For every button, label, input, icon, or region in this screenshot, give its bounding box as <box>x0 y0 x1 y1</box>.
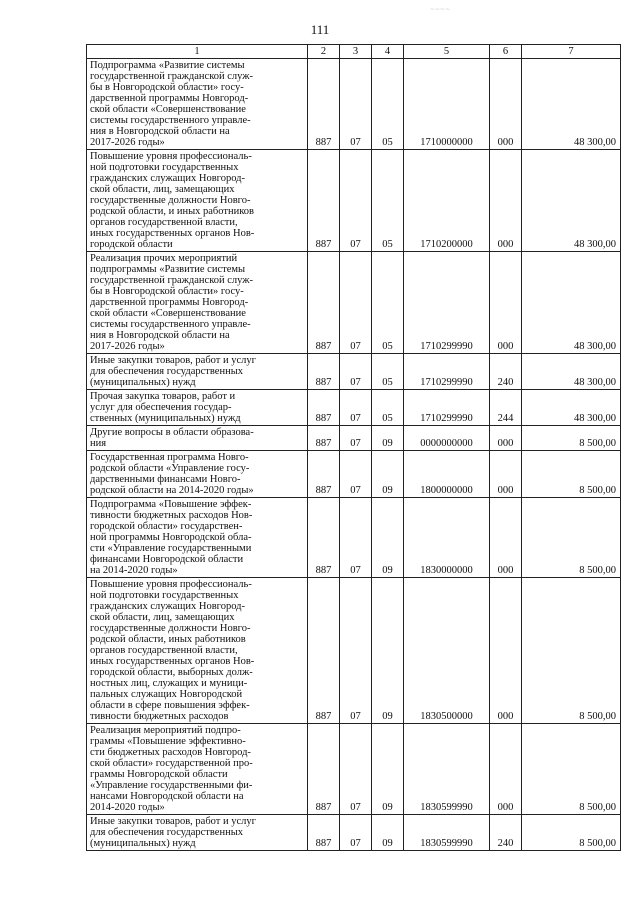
row-section: 07 <box>340 252 372 354</box>
row-target-article: 1710000000 <box>404 59 490 150</box>
faint-stamp: ~~~~ <box>430 6 451 13</box>
row-ministry-code: 887 <box>308 498 340 578</box>
row-name: Подпрограмма «Развитие системы государственной гражданской служ- бы в Новгородской области» госу- дарственной программы Новгород- ской области «Совершенствование системы государственного управле- ния в Новгородской области на 2017-2026 годы» <box>87 59 308 150</box>
row-subsection: 09 <box>372 578 404 724</box>
row-ministry-code: 887 <box>308 252 340 354</box>
row-amount: 48 300,00 <box>522 252 621 354</box>
table-row <box>87 390 621 426</box>
row-target-article: 1710299990 <box>404 354 490 390</box>
row-section: 07 <box>340 815 372 851</box>
row-expense-type: 000 <box>490 578 522 724</box>
header-col-7: 7 <box>522 45 621 59</box>
table-row <box>87 59 621 150</box>
header-col-1: 1 <box>87 45 308 59</box>
row-expense-type: 000 <box>490 451 522 498</box>
row-section: 07 <box>340 426 372 451</box>
header-row <box>87 45 621 59</box>
row-subsection: 09 <box>372 451 404 498</box>
row-subsection: 09 <box>372 498 404 578</box>
row-name: Иные закупки товаров, работ и услуг для обеспечения государственных (муниципальных) нужд <box>87 354 308 390</box>
table-row <box>87 426 621 451</box>
row-subsection: 05 <box>372 150 404 252</box>
row-ministry-code: 887 <box>308 426 340 451</box>
table-row <box>87 724 621 815</box>
table-row <box>87 150 621 252</box>
row-ministry-code: 887 <box>308 815 340 851</box>
page-number: 111 <box>310 22 330 37</box>
row-subsection: 05 <box>372 390 404 426</box>
row-section: 07 <box>340 451 372 498</box>
row-ministry-code: 887 <box>308 354 340 390</box>
row-target-article: 1830500000 <box>404 578 490 724</box>
header-col-5: 5 <box>404 45 490 59</box>
row-target-article: 1830000000 <box>404 498 490 578</box>
row-name: Прочая закупка товаров, работ и услуг для обеспечения государ- ственных (муниципальных) нужд <box>87 390 308 426</box>
row-expense-type: 240 <box>490 815 522 851</box>
row-subsection: 09 <box>372 426 404 451</box>
row-amount: 8 500,00 <box>522 451 621 498</box>
row-expense-type: 000 <box>490 724 522 815</box>
row-name: Иные закупки товаров, работ и услуг для обеспечения государственных (муниципальных) нужд <box>87 815 308 851</box>
row-expense-type: 000 <box>490 150 522 252</box>
row-expense-type: 000 <box>490 498 522 578</box>
row-expense-type: 000 <box>490 426 522 451</box>
row-section: 07 <box>340 354 372 390</box>
row-ministry-code: 887 <box>308 578 340 724</box>
row-ministry-code: 887 <box>308 150 340 252</box>
row-ministry-code: 887 <box>308 451 340 498</box>
table-row <box>87 451 621 498</box>
budget-table <box>86 44 621 851</box>
header-col-6: 6 <box>490 45 522 59</box>
row-ministry-code: 887 <box>308 59 340 150</box>
header-col-2: 2 <box>308 45 340 59</box>
row-target-article: 1710299990 <box>404 390 490 426</box>
row-name: Реализация мероприятий подпро- граммы «Повышение эффективно- сти бюджетных расходов Новгород- ской области» государственной про- граммы Новгородской области «Управление государственными фи- нансами Новгородской области на 2014-2020 годы» <box>87 724 308 815</box>
row-name: Повышение уровня профессиональ- ной подготовки государственных гражданских служащих Новгород- ской области, лиц, замещающих государственные должности Новго- родской области, и иных работников органов государственной власти, иных государственных органов Нов- городской области <box>87 150 308 252</box>
row-section: 07 <box>340 59 372 150</box>
row-target-article: 1830599990 <box>404 815 490 851</box>
row-amount: 8 500,00 <box>522 724 621 815</box>
table-row <box>87 578 621 724</box>
row-amount: 48 300,00 <box>522 59 621 150</box>
table-row <box>87 498 621 578</box>
table-row <box>87 815 621 851</box>
row-section: 07 <box>340 578 372 724</box>
row-subsection: 05 <box>372 354 404 390</box>
row-amount: 48 300,00 <box>522 150 621 252</box>
row-amount: 8 500,00 <box>522 815 621 851</box>
table-row <box>87 252 621 354</box>
row-amount: 8 500,00 <box>522 498 621 578</box>
row-section: 07 <box>340 724 372 815</box>
row-section: 07 <box>340 390 372 426</box>
row-section: 07 <box>340 150 372 252</box>
row-expense-type: 000 <box>490 59 522 150</box>
row-subsection: 05 <box>372 252 404 354</box>
row-name: Реализация прочих мероприятий подпрограммы «Развитие системы государственной гражданской служ- бы в Новгородской области» госу- дарственной программы Новгород- ской области «Совершенствование системы государственного управле- ния в Новгородской области на 2017-2026 годы» <box>87 252 308 354</box>
row-name: Другие вопросы в области образова- ния <box>87 426 308 451</box>
header-col-4: 4 <box>372 45 404 59</box>
row-target-article: 1830599990 <box>404 724 490 815</box>
row-amount: 8 500,00 <box>522 426 621 451</box>
row-expense-type: 244 <box>490 390 522 426</box>
row-target-article: 1710200000 <box>404 150 490 252</box>
row-expense-type: 000 <box>490 252 522 354</box>
row-target-article: 1800000000 <box>404 451 490 498</box>
row-amount: 48 300,00 <box>522 354 621 390</box>
row-name: Подпрограмма «Повышение эффек- тивности бюджетных расходов Нов- городской области» государствен- ной программы Новгородской обла- сти «Управление государственными финансами Новгородской области на 2014-2020 годы» <box>87 498 308 578</box>
header-col-3: 3 <box>340 45 372 59</box>
row-subsection: 05 <box>372 59 404 150</box>
row-name: Государственная программа Новго- родской области «Управление госу- дарственными финансами Новго- родской области на 2014-2020 годы» <box>87 451 308 498</box>
row-subsection: 09 <box>372 815 404 851</box>
row-target-article: 1710299990 <box>404 252 490 354</box>
row-name: Повышение уровня профессиональ- ной подготовки государственных гражданских служащих Новгород- ской области, лиц, замещающих государственные должности Новго- родской области, иных работников органов государственной власти, иных государственных органов Нов- городской области, выборных долж- ностных лиц, служащих и муници- пальных служащих Новгородской области в сфере повышения эффек- тивности бюджетных расходов <box>87 578 308 724</box>
row-amount: 48 300,00 <box>522 390 621 426</box>
row-ministry-code: 887 <box>308 724 340 815</box>
row-amount: 8 500,00 <box>522 578 621 724</box>
row-subsection: 09 <box>372 724 404 815</box>
table-row <box>87 354 621 390</box>
row-target-article: 0000000000 <box>404 426 490 451</box>
row-ministry-code: 887 <box>308 390 340 426</box>
row-expense-type: 240 <box>490 354 522 390</box>
row-section: 07 <box>340 498 372 578</box>
